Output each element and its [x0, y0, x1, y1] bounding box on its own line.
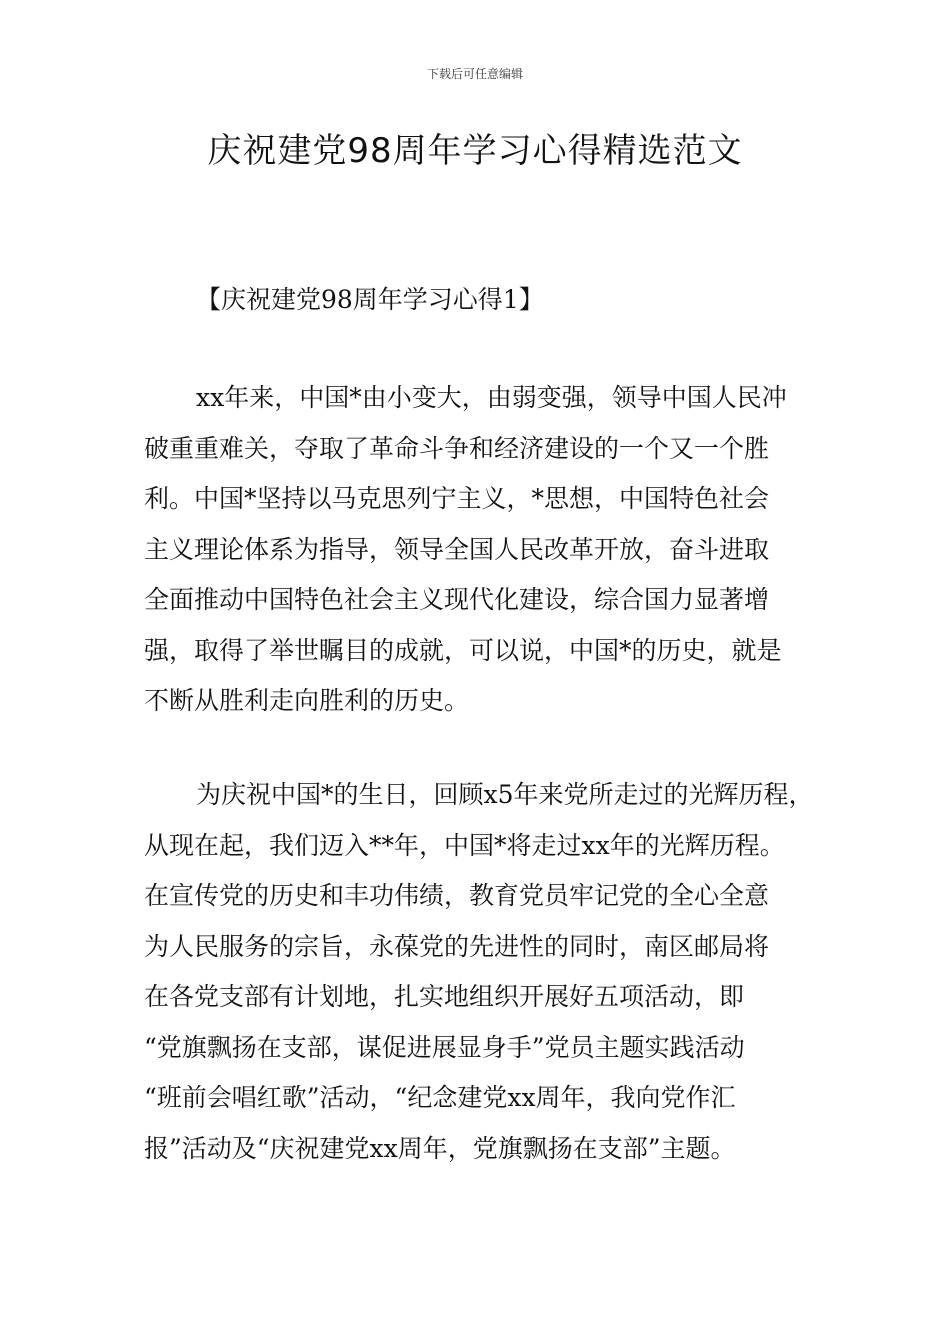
paragraph-line: 从现在起，我们迈入**年，中国*将走过xx年的光辉历程。 [144, 830, 785, 860]
header-note: 下载后可任意编辑 [426, 67, 523, 81]
paragraph-line: 主义理论体系为指导，领导全国人民改革开放，奋斗进取 [144, 534, 770, 564]
paragraph-line: 破重重难关，夺取了革命斗争和经济建设的一个又一个胜 [144, 433, 770, 463]
paragraph-line: 为人民服务的宗旨，永葆党的先进性的同时，南区邮局将 [144, 931, 770, 961]
paragraph-line: 全面推动中国特色社会主义现代化建设，综合国力显著增 [144, 585, 770, 614]
document-title: 庆祝建党98周年学习心得精选范文 [207, 131, 743, 171]
paragraph-line: 在各党支部有计划地，扎实地组织开展好五项活动，即 [144, 982, 745, 1011]
paragraph-line: xx年来，中国*由小变大，由弱变强，领导中国人民冲 [196, 383, 787, 412]
paragraph-line: “班前会唱红歌”活动，“纪念建党xx周年，我向党作汇 [144, 1083, 736, 1112]
section-heading: 【庆祝建党98周年学习心得1】 [196, 285, 544, 314]
paragraph-line: 不断从胜利走向胜利的历史。 [144, 686, 470, 715]
paragraph-line: 报”活动及“庆祝建党xx周年，党旗飘扬在支部”主题。 [144, 1133, 736, 1163]
paragraph-line: 在宣传党的历史和丰功伟绩，教育党员牢记党的全心全意 [144, 881, 770, 910]
paragraph-1 [144, 378, 816, 732]
paragraph-line: 利。中国*坚持以马克思列宁主义，*思想，中国特色社会 [144, 484, 770, 513]
paragraph-line: 强，取得了举世瞩目的成就，可以说，中国*的历史，就是 [144, 635, 782, 665]
paragraph-line: 为庆祝中国*的生日，回顾x5年来党所走过的光辉历程， [196, 780, 814, 809]
paragraph-line: “党旗飘扬在支部，谋促进展显身手”党员主题实践活动 [144, 1032, 745, 1062]
paragraph-2 [144, 775, 816, 1179]
